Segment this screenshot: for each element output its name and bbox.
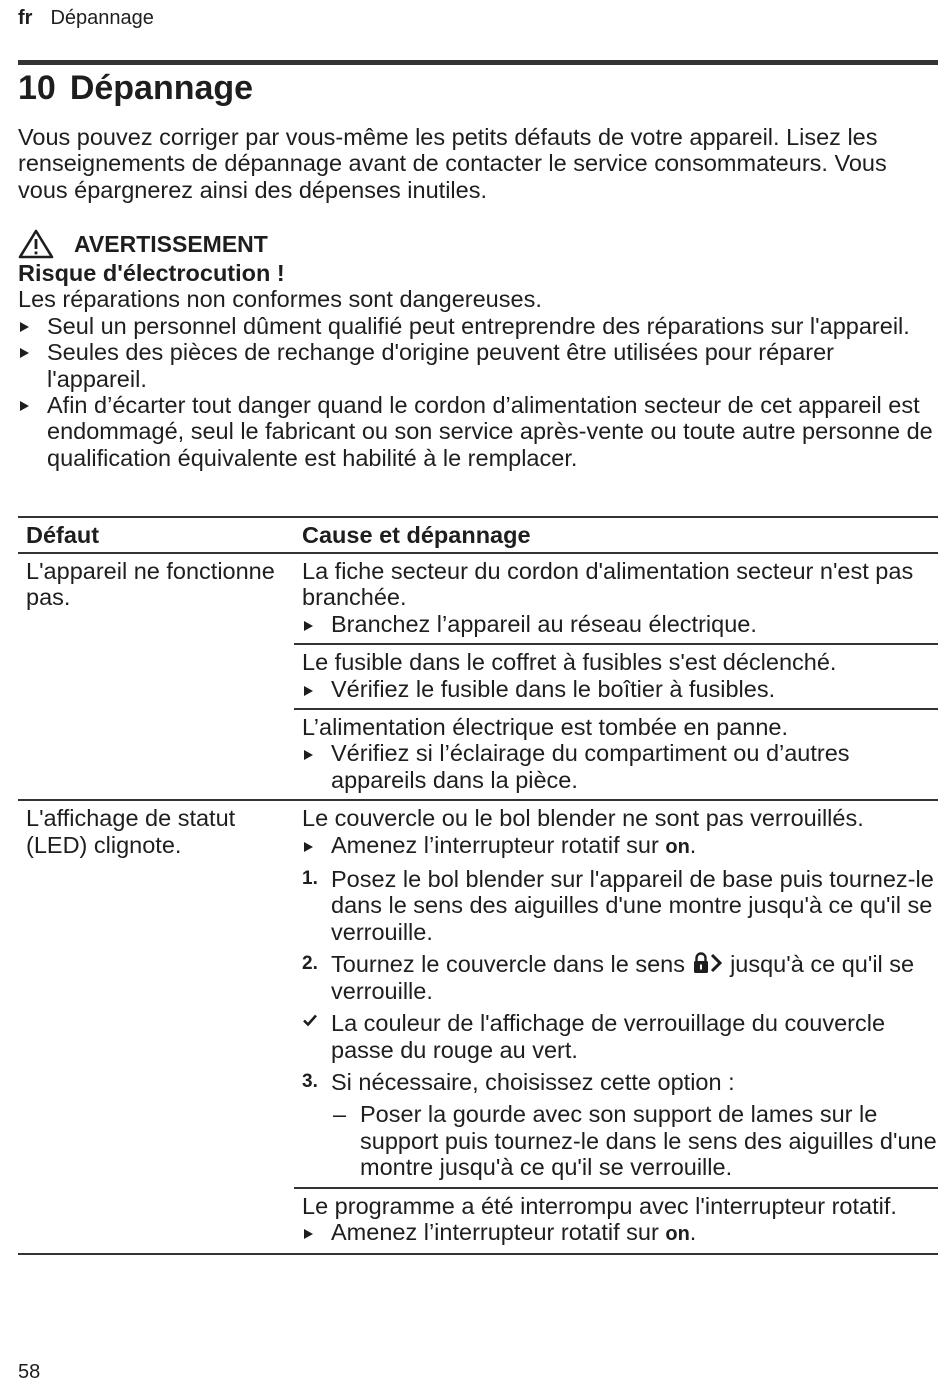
header-rule — [18, 60, 938, 65]
bullet-triangle-icon — [304, 750, 313, 760]
bullet-triangle-icon — [20, 322, 29, 332]
cause-block — [294, 554, 938, 643]
troubleshooting-table — [18, 516, 938, 1255]
cause-block — [294, 708, 938, 799]
action-item: Branchez l’appareil au réseau électrique. — [302, 611, 938, 637]
cause-text: Le couvercle ou le bol blender ne sont pas verrouillés. — [302, 805, 864, 832]
page-number: 58 — [18, 1361, 41, 1383]
result-item: La couleur de l'affichage de verrouillage du couvercle passe du rouge au vert. — [302, 1010, 938, 1063]
cause-cell — [294, 801, 938, 1253]
cause-text: Le programme a été interrompu avec l'interrupteur rotatif. — [302, 1192, 897, 1219]
cause-text: Le fusible dans le coffret à fusibles s'est déclenché. — [302, 649, 837, 676]
cause-block — [294, 801, 938, 1186]
switch-position-on: on — [665, 1222, 690, 1245]
cause-block — [294, 643, 938, 708]
warning-list — [18, 313, 933, 471]
cause-text: L’alimentation électrique est tombée en panne. — [302, 714, 788, 741]
bullet-triangle-icon — [304, 842, 313, 852]
table-row — [18, 801, 938, 1253]
bullet-triangle-icon — [20, 401, 29, 411]
check-icon — [302, 1012, 318, 1028]
cause-block — [294, 1187, 938, 1254]
header-section: Dépannage — [50, 7, 154, 29]
intro-paragraph: Vous pouvez corriger par vous-même les petits défauts de votre appareil. Lisez les renseignements de dépannage avant de contacter le service consommateurs. Vous vous épargnerez ainsi des dépenses inutiles. — [18, 124, 887, 203]
warning-triangle-icon — [18, 229, 54, 259]
header-cause: Cause et dépannage — [302, 521, 531, 548]
warning-header — [18, 228, 933, 260]
header-defect: Défaut — [26, 521, 100, 548]
bullet-triangle-icon — [304, 621, 313, 631]
action-item: Vérifiez si l’éclairage du compartiment ou d’autres appareils dans la pièce. — [302, 740, 938, 793]
running-header — [18, 6, 154, 30]
chapter-number: 10 — [18, 69, 56, 107]
cause-cell — [294, 554, 938, 799]
step-item: 1. Posez le bol blender sur l'appareil de base puis tournez-le dans le sens des aiguilles d'une montre jusqu'à ce qu'il se verrouille. — [302, 866, 934, 945]
action-item: Vérifiez le fusible dans le boîtier à fusibles. — [302, 676, 938, 702]
option-item: – Poser la gourde avec son support de lames sur le support puis tournez-le dans le sens des aiguilles d'une montre jusqu'à ce qu'il se verrouille. — [333, 1101, 937, 1181]
warning-box — [18, 228, 933, 471]
table-row — [18, 554, 938, 799]
step-item: 3. Si nécessaire, choisissez cette option : – Poser la gourde avec son support de lames sur le support puis tournez-le dans le sens des aiguilles d'une montre jusqu'à ce qu'il se verrouille. — [302, 1068, 937, 1181]
action-item: Amenez l’interrupteur rotatif sur on. — [302, 1219, 938, 1247]
defect-cell: L'appareil ne fonctionne pas. — [26, 558, 275, 611]
cause-text: La fiche secteur du cordon d'alimentation secteur n'est pas branchée. — [302, 558, 914, 611]
table-header-row — [18, 518, 938, 552]
action-item: Amenez l’interrupteur rotatif sur on. — [302, 832, 938, 860]
warning-text: Les réparations non conformes sont dangereuses. — [18, 286, 542, 313]
list-item: Seul un personnel dûment qualifié peut entreprendre des réparations sur l'appareil. — [18, 313, 933, 339]
switch-position-on: on — [665, 835, 690, 858]
lock-arrow-icon — [692, 952, 724, 974]
defect-cell: L'affichage de statut (LED) clignote. — [26, 805, 236, 858]
chapter-title — [18, 68, 253, 108]
list-item: Seules des pièces de rechange d'origine peuvent être utilisées pour réparer l'appareil. — [18, 339, 933, 392]
bullet-triangle-icon — [304, 686, 313, 696]
step-item: 2. Tournez le couvercle dans le sens jusqu'à ce qu'il se verrouille. — [302, 951, 915, 1004]
bullet-triangle-icon — [304, 1229, 313, 1239]
warning-risk: Risque d'électrocution ! — [18, 260, 285, 286]
language-code: fr — [18, 7, 33, 29]
list-item: Afin d’écarter tout danger quand le cordon d’alimentation secteur de cet appareil est endommagé, seul le fabricant ou son service après-vente ou toute autre personne de qualification équivalente est habilité à le remplacer. — [18, 392, 933, 471]
chapter-title-text: Dépannage — [69, 69, 254, 107]
bullet-triangle-icon — [20, 348, 29, 358]
manual-page — [18, 0, 938, 1392]
warning-title: AVERTISSEMENT — [74, 230, 268, 257]
